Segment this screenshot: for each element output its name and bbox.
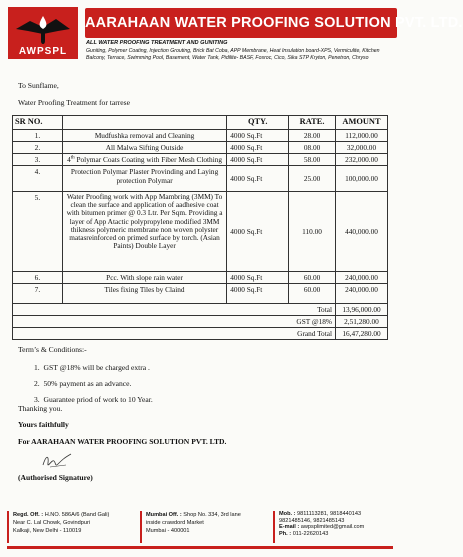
for-company-line: For AARAHAAN WATER PROOFING SOLUTION PVT. LTD. xyxy=(18,437,227,446)
header-qty: QTY. xyxy=(227,116,289,130)
terms-item-text: GST @18% will be charged extra . xyxy=(43,363,150,372)
row-rate: 25.00 xyxy=(289,166,336,192)
row-rate: 08.00 xyxy=(289,142,336,154)
footer-email: awpsplimited@gmail.com xyxy=(300,524,365,530)
total-value: 13,96,000.00 xyxy=(336,304,388,316)
row-sr: 1. xyxy=(13,130,63,142)
footer-contact-numbers xyxy=(273,511,394,543)
grand-total-label: Grand Total xyxy=(13,328,336,340)
thanks-line: Thanking you. xyxy=(18,404,63,413)
table-header-row xyxy=(13,116,388,130)
signature-scribble xyxy=(40,449,74,471)
row-qty: 4000 Sq.Ft xyxy=(227,154,289,166)
row-qty: 4000 Sq.Ft xyxy=(227,142,289,154)
footer-regd-line1: H.NO. 586A/6 (Band Gali) xyxy=(44,512,110,518)
table-row xyxy=(13,154,388,166)
grand-total-value: 16,47,280.00 xyxy=(336,328,388,340)
header-rate: RATE. xyxy=(289,116,336,130)
header-sr-no: SR NO. xyxy=(13,116,63,130)
company-logo xyxy=(8,7,78,59)
row-rate: 110.00 xyxy=(289,192,336,272)
table-row xyxy=(13,272,388,284)
row-sr: 4. xyxy=(13,166,63,192)
row-sr: 5. xyxy=(13,192,63,272)
authorised-signature-label: (Authorised Signature) xyxy=(18,473,93,482)
footer-mumbai-line3: Mumbai - 400001 xyxy=(146,528,190,534)
footer-ph: 011-22620143 xyxy=(292,530,329,537)
terms-item-text: 50% payment as an advance. xyxy=(43,379,132,388)
row-description: Protection Polymar Plaster Provinding and Laying protection Polymar xyxy=(62,166,226,192)
company-tagline: ALL WATER PROOFING TREATMENT AND GUNITING xyxy=(86,40,228,46)
row-qty: 4000 Sq.Ft xyxy=(227,192,289,272)
row-description: Water Proofing work with App Mambring (3MM) To clean the surface and application of aadhesive coat with bitumen primer @ 0.3 Ltr. Per Sqm. Providing a layer of App Atactic polypropylene modified 3MM thikness polymeric membrane non woven polyster matasreinforced on primed surface by torch. (Asian Paints) Double Layer xyxy=(62,192,226,272)
table-row xyxy=(13,166,388,192)
row-description: All Malwa Sifting Outside xyxy=(62,142,226,154)
table-row xyxy=(13,142,388,154)
subject-line: Water Proofing Treatment for tarrese xyxy=(18,98,130,107)
services-list: Guniting, Polymer Coating, Injection Grouting, Brick Bat Coba, APP Membrane, Heat Insulation board-XPS, Vermiculite, Kitchen Balcony, Terrace, Swimming Pool, Basement, Water Tank, Pidilite- BASF, Fosroc, Cico, Sika STP Kryton, Penetron, Chryso xyxy=(86,48,380,61)
row-description: Mudfushka removal and Cleaning xyxy=(62,130,226,142)
footer-mumbai-line1: Shop No. 334, 3rd lane xyxy=(183,512,241,518)
terms-title: Term’s & Conditions:- xyxy=(18,345,87,354)
yours-faithfully: Yours faithfully xyxy=(18,420,69,429)
footer-mumbai-office xyxy=(140,511,271,543)
row-rate: 60.00 xyxy=(289,284,336,304)
row-description-text: Polymar Coats Coating with Fiber Mesh Clothing xyxy=(74,155,223,164)
footer-email-label: E-mail : xyxy=(279,524,300,530)
terms-item: 1. GST @18% will be charged extra . xyxy=(34,363,150,372)
row-sr: 7. xyxy=(13,284,63,304)
row-rate: 28.00 xyxy=(289,130,336,142)
gst-value: 2,51,280.00 xyxy=(336,316,388,328)
row-rate: 58.00 xyxy=(289,154,336,166)
footer-mob-line2: 9821485146, 9821485143 xyxy=(279,517,345,524)
row-description-superscript: th xyxy=(70,155,75,161)
footer-red-bar xyxy=(7,546,393,549)
grand-total-row xyxy=(13,328,388,340)
terms-item: 2. 50% payment as an advance. xyxy=(34,379,132,388)
table-row xyxy=(13,192,388,272)
row-sr: 3. xyxy=(13,154,63,166)
table-row xyxy=(13,284,388,304)
row-rate: 60.00 xyxy=(289,272,336,284)
row-qty: 4000 Sq.Ft xyxy=(227,130,289,142)
gst-row xyxy=(13,316,388,328)
row-sr: 6. xyxy=(13,272,63,284)
row-amount: 240,000.00 xyxy=(336,284,388,304)
footer-regd-label: Regd. Off. : xyxy=(13,512,44,518)
row-sr: 2. xyxy=(13,142,63,154)
terms-item: 3. Guarantee priod of work to 10 Year. xyxy=(34,395,153,404)
recipient-line: To Sunflame, xyxy=(18,81,59,90)
row-qty: 4000 Sq.Ft xyxy=(227,166,289,192)
footer-regd-line3: Kalkaji, New Delhi - 110019 xyxy=(13,528,82,534)
footer-contacts xyxy=(7,511,393,543)
row-amount: 240,000.00 xyxy=(336,272,388,284)
footer-ph-label: Ph. : xyxy=(279,530,292,537)
footer-mumbai-label: Mumbai Off. : xyxy=(146,512,182,518)
row-description xyxy=(62,154,226,166)
row-amount: 440,000.00 xyxy=(336,192,388,272)
row-amount: 232,000.00 xyxy=(336,154,388,166)
quotation-table xyxy=(12,115,388,340)
footer-regd-line2: Near C. Lal Chowk, Govindpuri xyxy=(13,520,91,526)
terms-item-text: Guarantee priod of work to 10 Year. xyxy=(43,395,153,404)
footer-regd-office xyxy=(7,511,138,543)
row-qty: 4000 Sq.Ft xyxy=(227,272,289,284)
gst-label: GST @18% xyxy=(13,316,336,328)
header-amount: AMOUNT xyxy=(336,116,388,130)
row-description: Tiles fixing Tiles by Claind xyxy=(62,284,226,304)
row-qty: 4000 Sq.Ft xyxy=(227,284,289,304)
table-row xyxy=(13,130,388,142)
row-amount: 112,000.00 xyxy=(336,130,388,142)
company-name-banner: AARAHAAN WATER PROOFING SOLUTION PVT. LTD. xyxy=(85,8,397,38)
row-description-number: 4 xyxy=(67,155,71,164)
logo-text: AWPSPL xyxy=(18,46,68,57)
total-label: Total xyxy=(13,304,336,316)
footer-mob-label: Mob. : xyxy=(279,511,296,517)
footer-mob-line1: 9811113281, 9818440143 xyxy=(297,511,362,517)
header-description xyxy=(62,116,226,130)
row-amount: 100,000.00 xyxy=(336,166,388,192)
row-description: Pcc. With slope rain water xyxy=(62,272,226,284)
total-row xyxy=(13,304,388,316)
row-amount: 32,000.00 xyxy=(336,142,388,154)
footer-mumbai-line2: inside crawdord Market xyxy=(146,520,204,526)
